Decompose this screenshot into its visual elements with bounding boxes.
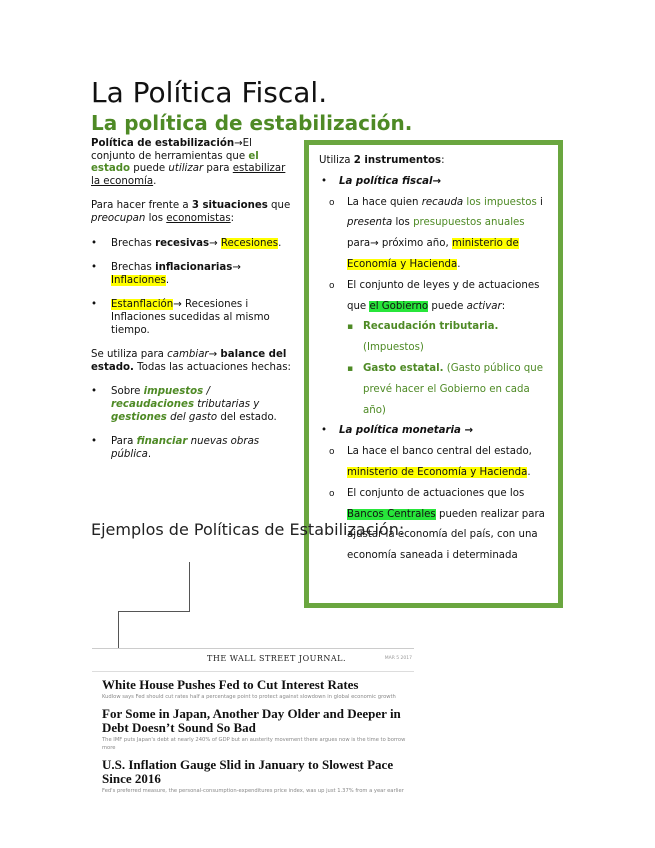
connector-line (189, 562, 190, 612)
news-clipping (92, 648, 414, 844)
news-article (92, 707, 414, 752)
list-item: • Estanflación→ Recesiones i Inflaciones sucedidas al mismo tiempo. (111, 299, 296, 337)
article-headline: White House Pushes Fed to Cut Interest Rates (102, 677, 359, 692)
article-summary: Kudlow says Fed should cut rates half a percentage point to protect against slowdown in global economic growth (102, 694, 396, 700)
left-column (91, 138, 296, 473)
article-summary: The IMF puts Japan's debt at nearly 240% of GDP but an austerity movement there argues now is the time to borrow more (102, 737, 406, 751)
list-item: ▪ Recaudación tributaria. (Impuestos) (319, 317, 550, 359)
list-item: • Sobre impuestos / recaudaciones tributarias y gestiones del gasto del estado. (111, 386, 296, 424)
examples-heading: Ejemplos de Políticas de Estabilización: (91, 520, 405, 539)
article-headline: U.S. Inflation Gauge Slid in January to Slowest Pace Since 2016 (102, 757, 394, 787)
list-item: • La política fiscal→ (319, 172, 550, 193)
connector-line (118, 611, 190, 612)
balance-paragraph: Se utiliza para cambiar→ balance del estado. Todas las actuaciones hechas: (91, 349, 291, 373)
masthead-date: MAR 5 2017 (384, 656, 412, 661)
definition-paragraph: Política de estabilización→El conjunto de herramientas que el estado puede utilizar para estabilizar la economía. (91, 138, 286, 187)
list-item: o El conjunto de actuaciones que los Bancos Centrales pueden realizar para ajustar la economía del país, con una economía saneada i determinada (319, 484, 550, 567)
list-item: ▪ Gasto estatal. (Gasto público que prevé hacer el Gobierno en cada año) (319, 359, 550, 421)
page-title: La Política Fiscal. (91, 76, 328, 109)
list-item: o El conjunto de leyes y de actuaciones que el Gobierno puede activar: (319, 276, 550, 318)
actions-list (91, 386, 296, 461)
article-summary: Fed's preferred measure, the personal-consumption-expenditures price index, was up just 1.37% from a year earlier (102, 788, 404, 795)
list-item: o La hace el banco central del estado, ministerio de Economía y Hacienda. (319, 442, 550, 484)
news-article (92, 758, 414, 795)
instruments-list (319, 172, 550, 567)
list-item: o La hace quien recauda los impuestos i presenta los presupuestos anuales para→ próximo año, ministerio de Economía y Hacienda. (319, 193, 550, 276)
list-item: • Brechas inflacionarias→ Inflaciones. (111, 262, 296, 287)
situations-list (91, 238, 296, 338)
instruments-intro: Utiliza 2 instrumentos: (319, 155, 445, 166)
list-item: • La política monetaria → (319, 421, 550, 442)
page-subtitle: La política de estabilización. (91, 111, 413, 135)
article-headline: For Some in Japan, Another Day Older and Deeper in Debt Doesn’t Sound So Bad (102, 706, 401, 736)
newspaper-logo: THE WALL STREET JOURNAL. (207, 654, 347, 663)
newspaper-masthead (92, 648, 414, 672)
list-item: • Brechas recesivas→ Recesiones. (111, 238, 296, 251)
situations-paragraph: Para hacer frente a 3 situaciones que preocupan los economistas: (91, 200, 291, 224)
news-article (92, 678, 414, 701)
list-item: • Para financiar nuevas obras pública. (111, 436, 296, 461)
